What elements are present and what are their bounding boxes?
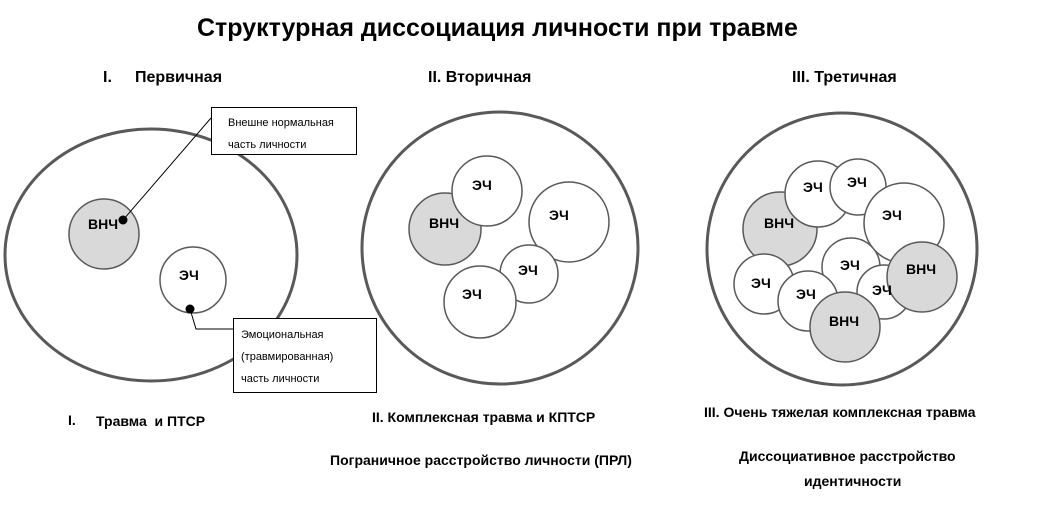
secondary-subcaption: Пограничное расстройство личности (ПРЛ) bbox=[330, 452, 632, 468]
ep-label: ЭЧ bbox=[179, 267, 199, 283]
secondary-heading: II. Вторичная bbox=[428, 69, 532, 86]
ep-callout-box bbox=[233, 318, 377, 393]
tertiary-caption: III. Очень тяжелая комплексная травма bbox=[704, 404, 976, 420]
anp-label: ВНЧ bbox=[429, 215, 460, 231]
ep-label: ЭЧ bbox=[803, 179, 823, 195]
ep-label: ЭЧ bbox=[847, 174, 867, 190]
anp-callout-line: Внешне нормальная bbox=[228, 117, 334, 129]
anp-label: ВНЧ bbox=[829, 313, 860, 329]
diagram-title: Структурная диссоциация личности при травме bbox=[197, 14, 798, 42]
ep-label: ЭЧ bbox=[840, 257, 860, 273]
anp-label: ВНЧ bbox=[88, 216, 119, 232]
primary-heading: Первичная bbox=[135, 69, 223, 86]
ep-label: ЭЧ bbox=[751, 275, 771, 291]
tertiary-subcaption-line: Диссоциативное расстройство bbox=[739, 448, 956, 464]
anp-callout-line: часть личности bbox=[228, 139, 307, 151]
ep-label: ЭЧ bbox=[472, 177, 492, 193]
ep-callout-line: Эмоциональная bbox=[241, 329, 324, 341]
primary-anp-circle bbox=[69, 199, 139, 269]
ep-label: ЭЧ bbox=[518, 262, 538, 278]
ep-pointer-dot bbox=[186, 305, 195, 314]
primary-heading-numeral: I. bbox=[103, 69, 112, 86]
ep-label: ЭЧ bbox=[462, 286, 482, 302]
primary-caption-numeral: I. bbox=[68, 412, 76, 428]
ep-label: ЭЧ bbox=[882, 207, 902, 223]
anp-label: ВНЧ bbox=[764, 215, 795, 231]
anp-pointer-dot bbox=[119, 216, 128, 225]
secondary-caption: II. Комплексная травма и КПТСР bbox=[372, 409, 596, 425]
ep-label: ЭЧ bbox=[549, 207, 569, 223]
ep-callout-line: (травмированная) bbox=[241, 351, 334, 363]
ep-label: ЭЧ bbox=[796, 286, 816, 302]
secondary-ep-circle bbox=[444, 266, 516, 338]
tertiary-heading: III. Третичная bbox=[792, 69, 897, 86]
anp-label: ВНЧ bbox=[906, 261, 937, 277]
tertiary-anp-circle bbox=[887, 242, 957, 312]
ep-label: ЭЧ bbox=[872, 282, 892, 298]
primary-caption: Травма и ПТСР bbox=[96, 413, 206, 429]
anp-callout-box bbox=[211, 107, 357, 155]
ep-callout-line: часть личности bbox=[241, 373, 320, 385]
tertiary-subcaption-line: идентичности bbox=[804, 473, 902, 489]
